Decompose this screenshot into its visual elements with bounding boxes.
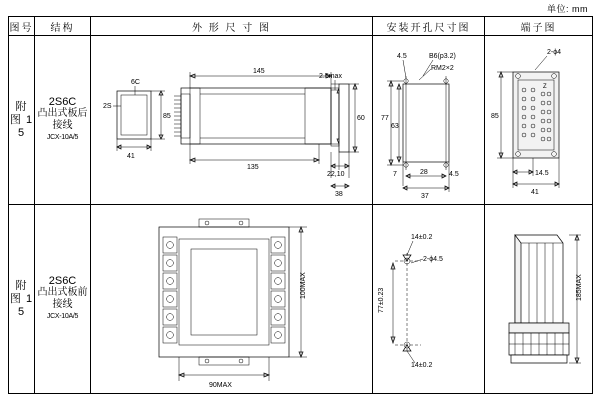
dim-145-r1: 145 (253, 68, 265, 75)
table-row (9, 36, 593, 205)
structure-sub-1: JCX-10A/5 (46, 134, 79, 141)
dim-100max-r2: 100MAX (300, 272, 307, 299)
dim-14-top-r2: 14±0.2 (411, 234, 433, 241)
dim-185max-r2: 185MAX (576, 274, 583, 301)
fig-no-label-1: 附 图 1 5 (9, 100, 34, 139)
label-2phi4-r1: 2-ϕ4 (547, 49, 562, 56)
fig-no-cell-1 (9, 36, 35, 205)
structure-code-1: 2S6C (48, 96, 77, 108)
structure-cell-2 (35, 205, 91, 394)
dim-90max-r2: 90MAX (209, 382, 232, 389)
fig-no-cell-2 (9, 205, 35, 394)
dim-135-r1: 135 (247, 164, 259, 171)
header-structure: 结构 (35, 17, 91, 36)
table-header-row (9, 17, 593, 36)
dim-77-r1: 77 (381, 115, 389, 122)
dim-85-r1: 85 (163, 113, 171, 120)
mounting-svg-1 (373, 36, 485, 204)
dim-14-bottom-r2: 14±0.2 (411, 362, 433, 369)
structure-desc-2: 凸出式板前接线 (37, 287, 88, 310)
header-terminal-drawing: 端子图 (485, 17, 593, 36)
dim-41-r1-term: 41 (531, 189, 539, 196)
terminal-svg-1 (485, 36, 593, 204)
structure-cell-1 (35, 36, 91, 205)
header-outline-drawing: 外 形 尺 寸 图 (91, 17, 373, 36)
dim-2210-r1: 22,10 (327, 171, 345, 178)
fig-no-label-2: 附 图 1 5 (9, 279, 34, 318)
dim-85-r1-term: 85 (491, 113, 499, 120)
dim-45-top-r1: 4.5 (397, 53, 407, 60)
dim-25max-r1: 2.5max (319, 73, 342, 80)
dim-41-r1: 41 (127, 153, 135, 160)
dim-28-r1: 28 (420, 169, 428, 176)
outline-svg-2 (91, 205, 373, 393)
terminal-drawing-cell-1 (485, 36, 593, 205)
mounting-drawing-cell-1 (373, 36, 485, 205)
dim-45-right-r1: 4.5 (449, 171, 459, 178)
dim-145-r1-term: 14.5 (535, 170, 549, 177)
outline-svg-1 (91, 36, 373, 204)
dim-38-r1: 38 (335, 191, 343, 198)
header-fig-no: 图号 (9, 17, 35, 36)
dim-77-r2: 77±0.23 (378, 287, 385, 313)
label-6c-r1: 6C (131, 79, 140, 86)
structure-sub-2: JCX-10A/5 (46, 313, 79, 320)
outline-drawing-cell-1 (91, 36, 373, 205)
header-mounting-drawing: 安装开孔尺寸图 (373, 17, 485, 36)
outline-drawing-cell-2 (91, 205, 373, 394)
table-row (9, 205, 593, 394)
dim-7-r1: 7 (393, 171, 397, 178)
mounting-svg-2 (373, 205, 485, 393)
dim-63-r1: 63 (391, 123, 399, 130)
dim-60-r1: 60 (357, 115, 365, 122)
unit-note: 单位: mm (547, 4, 588, 14)
label-2s-r1: 2S (103, 103, 112, 110)
structure-code-2: 2S6C (48, 275, 77, 287)
terminal-svg-2 (485, 205, 593, 393)
label-2phi45-r2: 2-ϕ4.5 (423, 256, 443, 263)
structure-desc-1: 凸出式板后接线 (37, 108, 88, 131)
spec-table (8, 16, 593, 394)
label-b6-r1: B6(p3.2) (429, 53, 456, 60)
dim-37-r1: 37 (421, 193, 429, 200)
label-rm2-r1: RM2×2 (431, 65, 454, 72)
mounting-drawing-cell-2 (373, 205, 485, 394)
terminal-drawing-cell-2 (485, 205, 593, 394)
terminal-letter-r1: Z (543, 84, 547, 90)
